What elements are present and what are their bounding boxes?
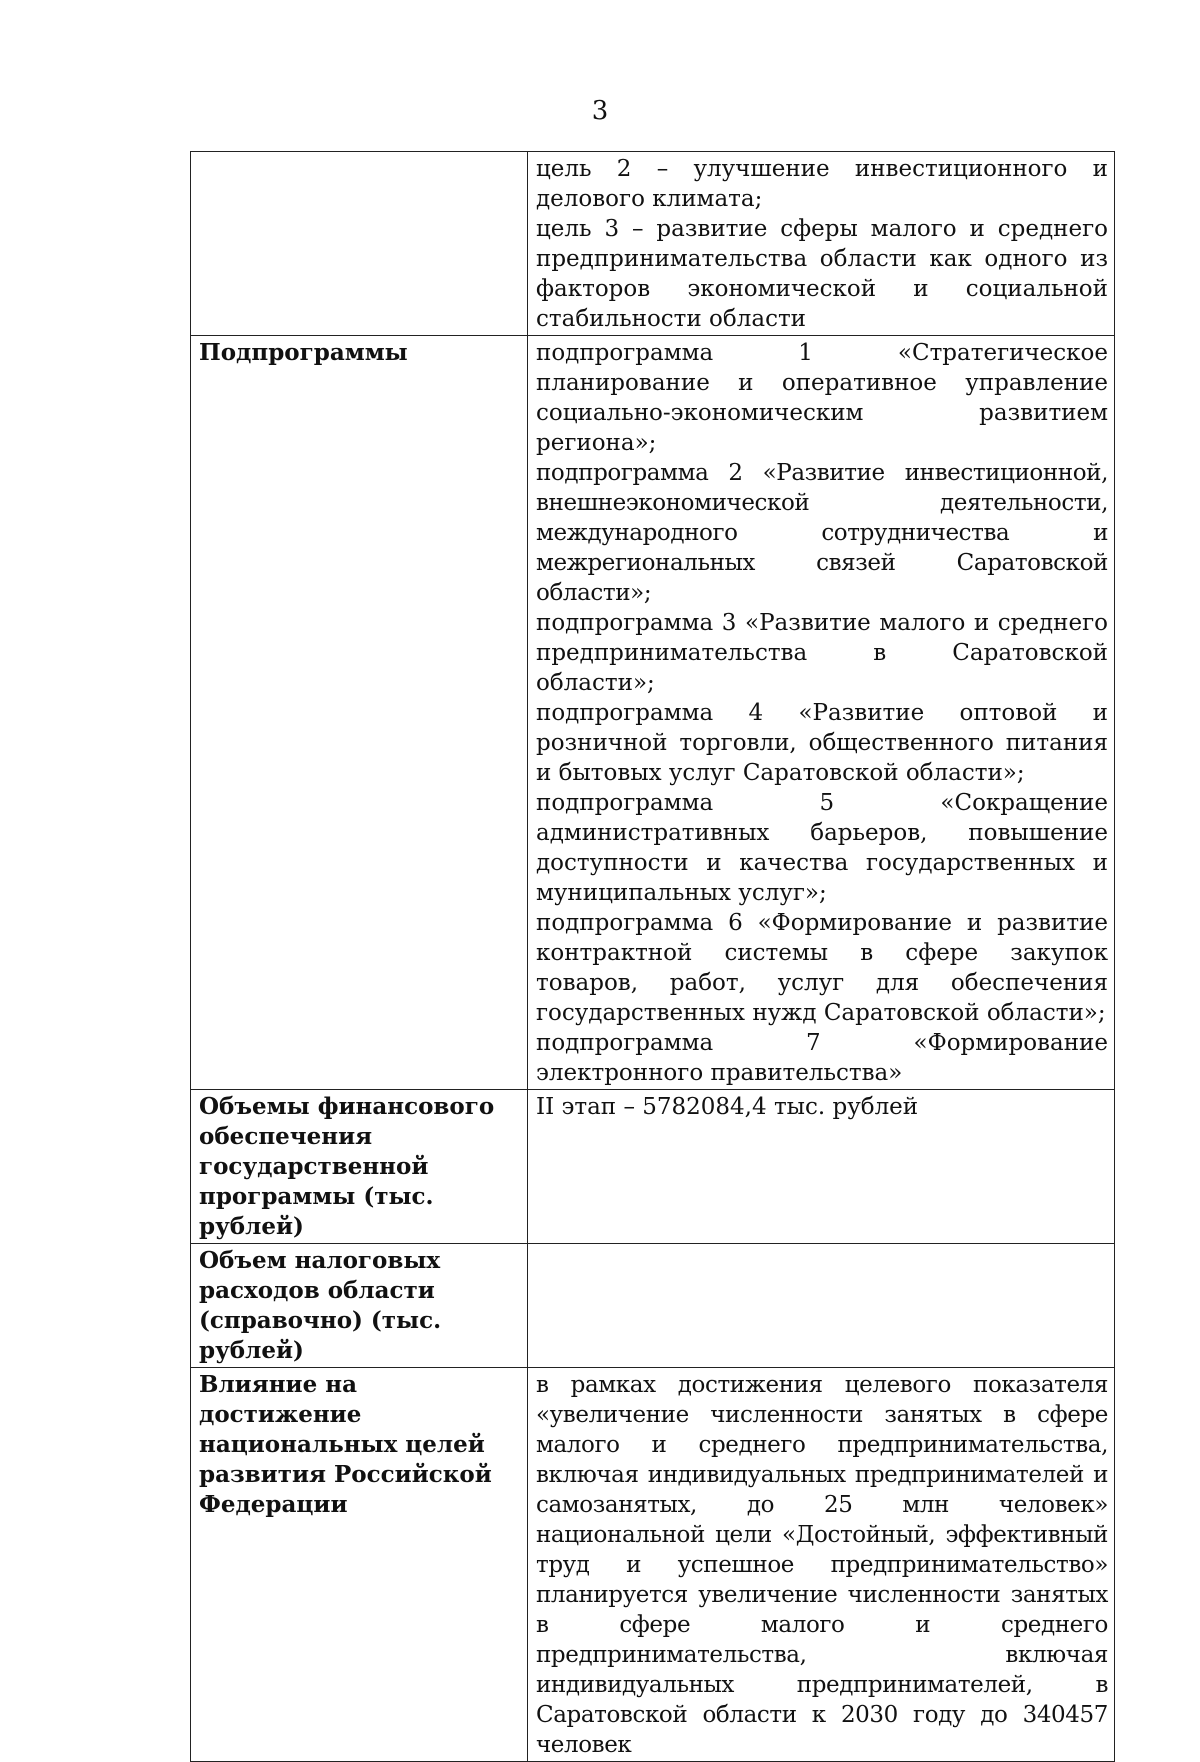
subprogram-4-text: подпрограмма 4 «Развитие оптовой и розничной торговли, общественного питания и бытовых услуг Саратовской области»; <box>536 700 1108 786</box>
content-cell-financing <box>528 1090 1115 1244</box>
label-cell-financing: Объемы финансового обеспечения государственной программы (тыс. рублей) <box>191 1090 528 1244</box>
table-row-goals <box>191 152 1115 336</box>
label-cell-subprograms: Подпрограммы <box>191 336 528 1090</box>
financing-text: II этап – 5782084,4 тыс. рублей <box>536 1094 919 1120</box>
subprogram-6-text: подпрограмма 6 «Формирование и развитие контрактной системы в сфере закупок товаров, работ, услуг для обеспечения государственных нужд Саратовской области»; <box>536 910 1108 1026</box>
label-cell-tax-expenditures: Объем налоговых расходов области (справочно) (тыс. рублей) <box>191 1244 528 1368</box>
passport-table <box>190 151 1115 1762</box>
table-row-subprograms <box>191 336 1115 1090</box>
content-cell-national-goals <box>528 1368 1115 1762</box>
page-number: 3 <box>591 96 609 126</box>
goal-2-text: цель 2 – улучшение инвестиционного и делового климата; <box>536 156 1108 212</box>
table-row-financing <box>191 1090 1115 1244</box>
subprogram-2-text: подпрограмма 2 «Развитие инвестиционной, внешнеэкономической деятельности, международного сотрудничества и межрегиональных связей Саратовской области»; <box>536 460 1108 606</box>
content-cell-goals <box>528 152 1115 336</box>
subprogram-3-text: подпрограмма 3 «Развитие малого и среднего предпринимательства в Саратовской области»; <box>536 610 1108 696</box>
label-cell-national-goals: Влияние на достижение национальных целей развития Российской Федерации <box>191 1368 528 1762</box>
table-row-tax-expenditures <box>191 1244 1115 1368</box>
label-cell-goals <box>191 152 528 336</box>
subprogram-7-text: подпрограмма 7 «Формирование электронного правительства» <box>536 1030 1108 1086</box>
subprogram-5-text: подпрограмма 5 «Сокращение административных барьеров, повышение доступности и качества государственных и муниципальных услуг»; <box>536 790 1108 906</box>
content-cell-subprograms <box>528 336 1115 1090</box>
table-row-national-goals <box>191 1368 1115 1762</box>
national-goals-text: в рамках достижения целевого показателя «увеличение численности занятых в сфере малого и среднего предпринимательства, включая индивидуальных предпринимателей и самозанятых, до 25 млн человек» национальной цели «Достойный, эффективный труд и успешное предпринимательство» планируется увеличение численности занятых в сфере малого и среднего предпринимательства, включая индивидуальных предпринимателей, в Саратовской области к 2030 году до 340457 человек <box>536 1372 1108 1758</box>
content-cell-tax-expenditures <box>528 1244 1115 1368</box>
subprogram-1-text: подпрограмма 1 «Стратегическое планирование и оперативное управление социально-экономическим развитием региона»; <box>536 340 1108 456</box>
goal-3-text: цель 3 – развитие сферы малого и среднего предпринимательства области как одного из факторов экономической и социальной стабильности области <box>536 216 1108 332</box>
